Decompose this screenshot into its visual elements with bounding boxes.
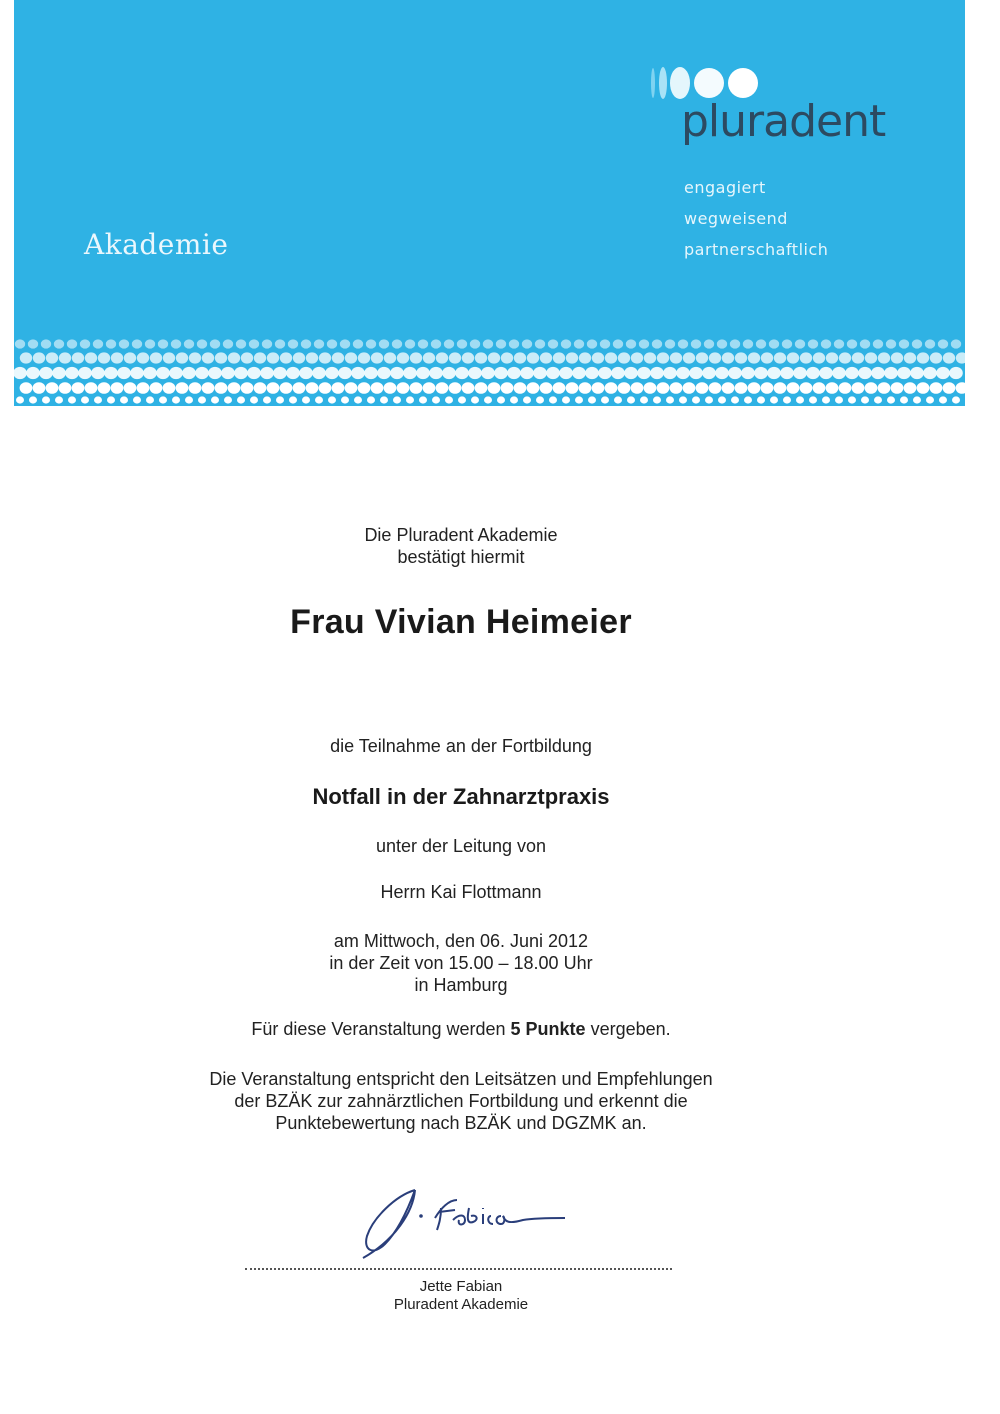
compliance-line-3: Punktebewertung nach BZÄK und DGZMK an. [275, 1113, 647, 1133]
points-prefix: Für diese Veranstaltung werden [251, 1019, 511, 1039]
dot-pattern [14, 336, 965, 406]
points-value: 5 Punkte [510, 1019, 586, 1039]
intro-line-2: bestätigt hiermit [397, 547, 525, 567]
place-line: in Hamburg [414, 975, 508, 995]
brand-logo: pluradent [681, 96, 886, 147]
tagline-3: partnerschaftlich [684, 240, 829, 259]
course-title: Notfall in der Zahnarztpraxis [312, 784, 610, 809]
handwritten-signature [355, 1178, 575, 1263]
akademie-label: Akademie [84, 228, 229, 261]
intro-line-1: Die Pluradent Akademie [364, 525, 558, 545]
tagline-2: wegweisend [684, 209, 788, 228]
compliance-line-1: Die Veranstaltung entspricht den Leitsätzen und Empfehlungen [209, 1069, 713, 1089]
leadership-text: unter der Leitung von [375, 836, 547, 856]
signature-line [245, 1268, 672, 1270]
instructor-name: Herrn Kai Flottmann [380, 882, 542, 902]
compliance-line-2: der BZÄK zur zahnärztlichen Fortbildung und erkennt die [234, 1091, 688, 1111]
participation-text: die Teilnahme an der Fortbildung [330, 736, 592, 756]
time-line: in der Zeit von 15.00 – 18.00 Uhr [329, 953, 593, 973]
recipient-name: Frau Vivian Heimeier [290, 603, 632, 641]
points-suffix: vergeben. [585, 1019, 671, 1039]
signatory-name: Jette Fabian [419, 1278, 503, 1295]
header-banner [14, 0, 965, 406]
points-line [0, 1018, 922, 1040]
tagline-1: engagiert [684, 178, 766, 197]
signatory-organization: Pluradent Akademie [393, 1296, 529, 1313]
date-line: am Mittwoch, den 06. Juni 2012 [333, 931, 589, 951]
